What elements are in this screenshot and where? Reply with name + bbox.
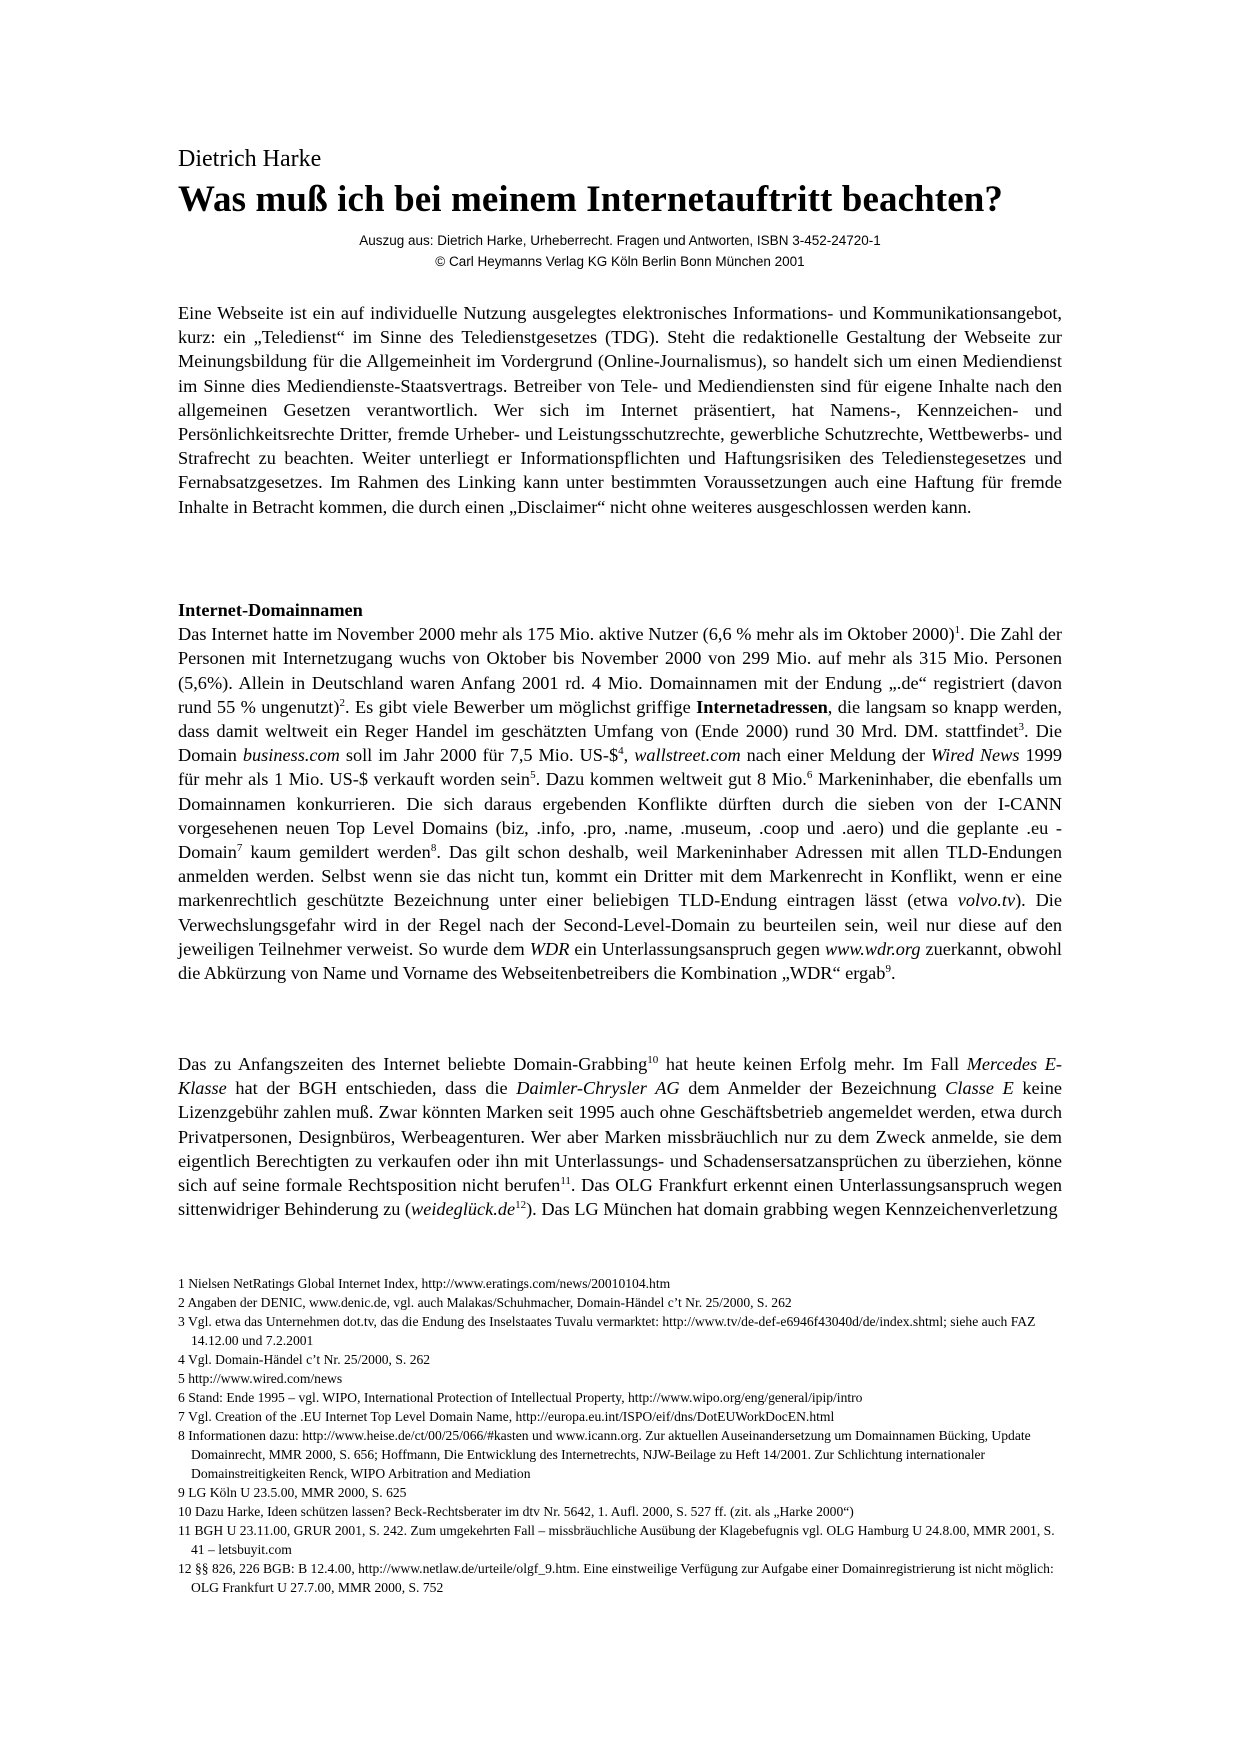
footnote-ref: 9 xyxy=(885,962,891,975)
footnote-ref: 3 xyxy=(1018,720,1024,733)
footnote: 10 Dazu Harke, Ideen schützen lassen? Beck-Rechtsberater im dtv Nr. 5642, 1. Aufl. 2000, S. 527 ff. (zit. als „Harke 2000“) xyxy=(178,1504,854,1519)
footnote-ref: 7 xyxy=(236,841,243,854)
footnote-ref: 10 xyxy=(647,1053,659,1066)
copyright-line: © Carl Heymanns Verlag KG Köln Berlin Bonn München 2001 xyxy=(435,254,805,269)
footnote-ref: 11 xyxy=(560,1174,571,1187)
bold-term: Internetadressen xyxy=(696,696,828,717)
footnote: 2 Angaben der DENIC, www.denic.de, vgl. auch Malakas/Schuhmacher, Domain-Händel c’t Nr. 25/2000, S. 262 xyxy=(178,1295,792,1310)
grabbing-paragraph: Das zu Anfangszeiten des Internet beliebte Domain-Grabbing$^{10}$ hat heute keinen Erfolg mehr. Im Fall Mercedes E-Klasse hat der BGH entschieden, dass die Daimler-Chrysler AG dem Anmelder der Bezeichnung Classe E keine Lizenzgebühr zahlen muß. Zwar könnten Marken seit 1995 auch ohne Geschäftsbetrieb angemeldet werden, etwa durch Privatpersonen, Designbüros, Werbeagenturen. Wer aber Marken missbräuchlich nur zu dem Zweck anmelde, sie dem eigentlich Berechtigten zu verkaufen oder ihn mit Unterlassungs- und Schadensersatzansprüchen zu überziehen, könne sich auf seine formale Rechtsposition nicht berufen$^{11}$. Das OLG Frankfurt erkennt einen Unterlassungsanspruch wegen sittenwidriger Behinderung zu $(weideglück.de^{12})$. Das LG München hat domain grabbing wegen Kennzeichenverletzung xyxy=(178,1053,1062,1220)
footnote-ref: 5 xyxy=(530,769,536,782)
footnote-ref: 1 xyxy=(954,624,961,637)
italic-term: volvo.tv xyxy=(957,890,1016,911)
footnote-ref: 4 xyxy=(618,745,624,758)
italic-term: Mercedes E-Klasse xyxy=(178,1054,1062,1099)
footnote: 7 Vgl. Creation of the .EU Internet Top Level Domain Name, http://europa.eu.int/ISPO/eif/dns/DotEUWorkDocEN.html xyxy=(178,1409,835,1424)
italic-term: WDR xyxy=(529,938,570,959)
footnote-ref: 8 xyxy=(430,841,437,854)
footnote: 4 Vgl. Domain-Händel c’t Nr. 25/2000, S. 262 xyxy=(178,1352,431,1367)
domain-paragraph: Internet-Domainnamen Das Internet hatte im November 2000 mehr als 175 Mio. aktive Nutzer (6,6 % mehr als im Oktober 2000)$^1$. Die Zahl der Personen mit Internetzugang wuchs von Oktober bis November 2000 von 299 Mio. auf mehr als 315 Mio. Personen (5,6%). Allein in Deutschland waren Anfang 2001 rd. 4 Mio. Domainnamen mit der Endung „.de“ registriert (davon rund 55 % ungenutzt)$^2$. Es gibt viele Bewerber um möglichst griffige Internetadressen, die langsam so knapp werden, dass damit weltweit ein Reger Handel im geschätzten Umfang von (Ende 2000) rund 30 Mrd. DM. stattfindet$^3$. Die Domain business.com soll im Jahr 2000 für 7,5 Mio. US-\$$^4$, wallstreet.com nach einer Meldung der Wired News 1999 für mehr als 1 Mio. US-$ verkauft worden sein$^5$. Dazu kommen weltweit gut 8 Mio.$^6$ Markeninhaber, die ebenfalls um Domainnamen konkurrieren. Die sich daraus ergebenden Konflikte dürften durch die sieben von der I-CANN vorgesehenen neuen Top Level Domains (biz, .info, .pro, .name, .museum, .coop und .aero) und die geplante .eu - Domain$^7$ kaum gemildert werden$^8$. Das gilt schon deshalb, weil Markeninhaber Adressen mit allen TLD-Endungen anmelden werden. Selbst wenn sie das nicht tun, kommt ein Dritter mit dem Markenrecht in Konflikt, wenn er eine markenrechtlich geschützte Bezeichnung unter einer beliebigen TLD-Endung eintragen lässt (etwa volvo.tv). Die Verwechslungsgefahr wird in der Regel nach der Second-Level-Domain zu beurteilen sein, weil nur diese auf den jeweiligen Teilnehmer verweist. So wurde dem WDR ein Unterlassungsanspruch gegen www.wdr.org zuerkannt, obwohl die Abkürzung von Name und Vorname des Webseitenbetreibers die Kombination „WDR“ ergab$^9$. xyxy=(178,600,1063,984)
section-heading: Internet-Domainnamen xyxy=(178,600,363,620)
footnote: 12 §§ 826, 226 BGB: B 12.4.00, http://www.netlaw.de/urteile/olgf_9.htm. Eine einstweilige Verfügung zur Aufgabe einer Domainregistrierung ist nicht möglich: OLG Frankfurt U 27.7.00, MMR 2000, S. 752 xyxy=(178,1561,1054,1595)
source-citation: Auszug aus: Dietrich Harke, Urheberrecht. Fragen und Antworten, ISBN 3-452-24720-1 xyxy=(359,233,881,248)
footnote-ref: 12 xyxy=(515,1199,527,1212)
italic-term: Daimler-Chrysler AG xyxy=(516,1078,680,1099)
footnote: 1 Nielsen NetRatings Global Internet Index, http://www.eratings.com/news/20010104.htm xyxy=(178,1276,671,1291)
footnote: 11 BGH U 23.11.00, GRUR 2001, S. 242. Zum umgekehrten Fall – missbräuchliche Ausübung der Klagebefugnis vgl. OLG Hamburg U 24.8.00, MMR 2001, S. 41 – letsbuyit.com xyxy=(178,1523,1055,1557)
footnote: 9 LG Köln U 23.5.00, MMR 2000, S. 625 xyxy=(178,1485,407,1500)
italic-term: Wired News xyxy=(930,745,1020,766)
italic-term: Classe E xyxy=(945,1078,1014,1099)
italic-term: weideglück.de xyxy=(411,1199,516,1220)
footnote-ref: 6 xyxy=(806,769,813,782)
document-title: Was muß ich bei meinem Internetauftritt beachten? xyxy=(178,179,1003,220)
footnotes-list xyxy=(178,1274,1068,1597)
footnote-ref: 2 xyxy=(339,696,345,709)
italic-term: www.wdr.org xyxy=(824,938,921,959)
intro-paragraph: Eine Webseite ist ein auf individuelle Nutzung ausgelegtes elektronisches Informations- und Kommunikationsangebot, kurz: ein „Teledienst“ im Sinne des Teledienstgesetzes (TDG). Steht die redaktionelle Gestaltung der Webseite zur Meinungsbildung für die Allgemeinheit im Vordergrund (Online-Journalismus), so handelt sich um einen Mediendienst im Sinne dies Mediendienste-Staatsvertrags. Betreiber von Tele- und Mediendiensten sind für eigene Inhalte nach den allgemeinen Gesetzen verantwortlich. Wer sich im Internet präsentiert, hat Namens-, Kennzeichen- und Persönlichkeitsrechte Dritter, fremde Urheber- und Leistungsschutzrechte, gewerbliche Schutzrechte, Wettbewerbs- und Strafrecht zu beachten. Weiter unterliegt er Informationspflichten und Haftungsrisiken des Teledienstegesetzes und Fernabsatzgesetzes. Im Rahmen des Linking kann unter bestimmten Voraussetzungen auch eine Haftung für fremde Inhalte in Betracht kommen, die durch einen „Disclaimer“ nicht ohne weiteres ausgeschlossen werden kann. xyxy=(178,303,1062,517)
footnote: 6 Stand: Ende 1995 – vgl. WIPO, International Protection of Intellectual Property, http://www.wipo.org/eng/general/ipip/intro xyxy=(178,1390,863,1405)
footnote: 3 Vgl. etwa das Unternehmen dot.tv, das die Endung des Inselstaates Tuvalu vermarktet: http://www.tv/de-def-e6946f43040d/de/index.shtml; siehe auch FAZ 14.12.00 und 7.2.2001 xyxy=(178,1314,1036,1348)
italic-term: business.com xyxy=(242,745,340,766)
author-name: Dietrich Harke xyxy=(178,146,322,172)
footnote: 8 Informationen dazu: http://www.heise.de/ct/00/25/066/#kasten und www.icann.org. Zur aktuellen Auseinandersetzung um Domainnamen Bücking, Update Domainrecht, MMR 2000, S. 656; Hoffmann, Die Entwicklung des Internetrechts, NJW-Beilage zu Heft 14/2001. Zur Schlichtung internationaler Domainstreitigkeiten Renck, WIPO Arbitration and Mediation xyxy=(178,1428,1031,1481)
footnote: 5 http://www.wired.com/news xyxy=(178,1371,343,1386)
italic-term: wallstreet.com xyxy=(634,745,741,766)
